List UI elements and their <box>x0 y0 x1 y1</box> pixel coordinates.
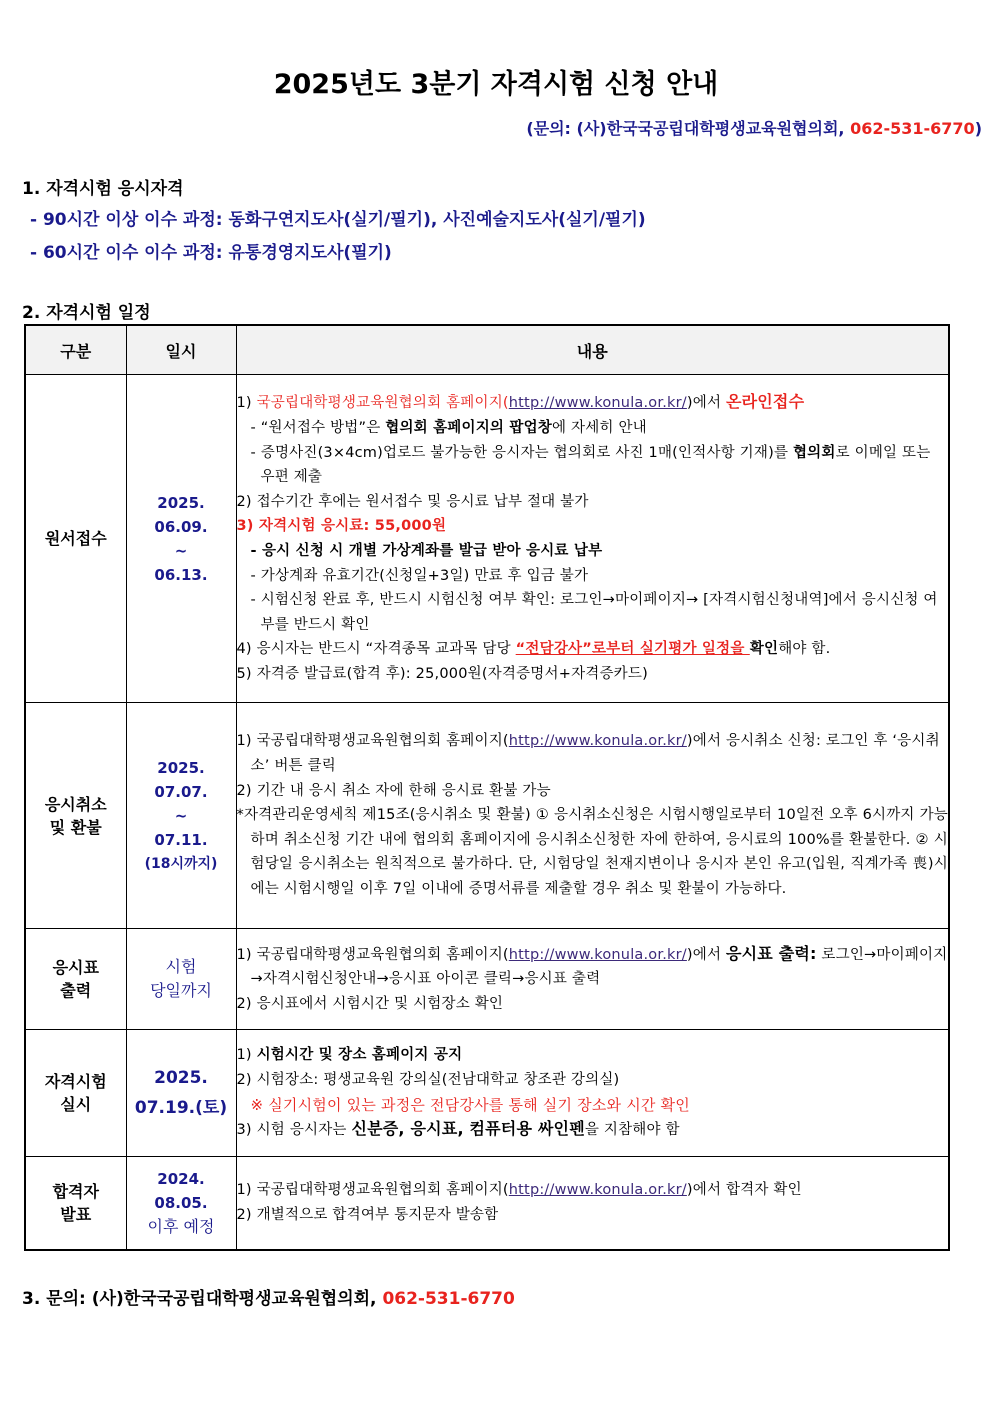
table-row-exam <box>25 1030 949 1157</box>
content-cell <box>236 1157 949 1250</box>
section-2-heading: 2. 자격시험 일정 <box>22 303 151 323</box>
content-line: - 증명사진(3×4cm)업로드 불가능한 응시자는 협의회로 사진 1매(인적사항 기재)를 협의회로 이메일 또는 우편 제출 <box>250 444 931 486</box>
content-line: 5) 자격증 발급료(합격 후): 25,000원(자격증명서+자격증카드) <box>236 665 648 682</box>
content-line: 2) 개별적으로 합격여부 통지문자 발송함 <box>236 1206 499 1223</box>
content-cell <box>236 375 949 703</box>
content-line: 2) 응시표에서 시험시간 및 시험장소 확인 <box>236 995 504 1012</box>
category-cell: 원서접수 <box>25 375 126 703</box>
content-cell <box>236 703 949 929</box>
contact-prefix: (문의: (사)한국국공립대학평생교육원협의회, <box>526 119 851 138</box>
section-3-prefix: 3. 문의: (사)한국국공립대학평생교육원협의회, <box>22 1289 383 1309</box>
page-title: 2025년도 3분기 자격시험 신청 안내 <box>273 69 719 100</box>
header-category: 구분 <box>25 325 126 375</box>
homepage-link[interactable]: http://www.konula.or.kr/ <box>508 1182 687 1199</box>
content-line: ※ 실기시험이 있는 과정은 전담강사를 통해 실기 장소와 시간 확인 <box>250 1095 690 1114</box>
homepage-link[interactable]: http://www.konula.or.kr/ <box>508 733 687 750</box>
content-line: 2) 시험장소: 평생교육원 강의실(전남대학교 창조관 강의실) <box>236 1071 620 1088</box>
contact-suffix: ) <box>974 119 982 138</box>
content-line: *자격관리운영세칙 제15조(응시취소 및 환불) ① 응시취소신청은 시험시행일로부터 10일전 오후 6시까지 가능하며 취소신청 기간 내에 협의회 홈페이지에 응시취소신청한 자에 한하여, 응시료의 100%를 환불한다. ② 시험당일 응시취소는 원칙적으로 불가하다. 단, 시험당일 천재지변이나 응시자 본인 유고(입원, 직계가족 喪)시에는 시험시행일 이후 7일 이내에 증명서류를 제출할 경우 취소 및 환불이 가능하다. <box>236 807 948 897</box>
content-line: 3) 자격시험 응시료: 55,000원 <box>236 518 447 535</box>
table-row-ticket <box>25 929 949 1030</box>
content-line: 1) 국공립대학평생교육원협의회 홈페이지(http://www.konula.or.kr/)에서 응시취소 신청: 로그인 후 ‘응시취소’ 버튼 클릭 <box>236 733 940 775</box>
date-cell: 2025. 07.19.(토) <box>126 1030 236 1157</box>
table-row-results <box>25 1157 949 1250</box>
homepage-link[interactable]: http://www.konula.or.kr/ <box>508 395 687 412</box>
content-line: 1) 국공립대학평생교육원협의회 홈페이지(http://www.konula.or.kr/)에서 응시표 출력: 로그인→마이페이지→자격시험신청안내→응시표 아이콘 클릭→응시표 출력 <box>236 943 948 988</box>
content-line: - “원서접수 방법”은 협의회 홈페이지의 팝업창에 자세히 안내 <box>250 420 647 437</box>
content-cell <box>236 1030 949 1157</box>
contact-line <box>526 116 982 139</box>
schedule-table <box>24 324 950 1251</box>
section-1-heading: 1. 자격시험 응시자격 <box>22 179 184 199</box>
content-line: 1) 시험시간 및 장소 홈페이지 공지 <box>236 1047 463 1064</box>
content-line: - 응시 신청 시 개별 가상계좌를 발급 받아 응시료 납부 <box>250 543 603 559</box>
category-cell: 응시표 출력 <box>25 929 126 1030</box>
contact-phone: 062-531-6770 <box>850 119 975 138</box>
table-row-application <box>25 375 949 703</box>
content-line: - 시험신청 완료 후, 반드시 시험신청 여부 확인: 로그인→마이페이지→ [자격시험신청내역]에서 응시신청 여부를 반드시 확인 <box>250 592 938 633</box>
eligibility-item-90h: - 90시간 이상 이수 과정: 동화구연지도사(실기/필기), 사진예술지도사(실기/필기) <box>30 210 646 230</box>
section-3-phone: 062-531-6770 <box>382 1289 515 1309</box>
date-cell: 2025. 07.07. ~ 07.11. (18시까지) <box>126 703 236 929</box>
table-header-row <box>25 325 949 375</box>
homepage-link[interactable]: http://www.konula.or.kr/ <box>508 946 687 963</box>
category-cell: 응시취소 및 환불 <box>25 703 126 929</box>
content-line: 4) 응시자는 반드시 “자격종목 교과목 담당 “전담강사”로부터 실기평가 일정을 확인해야 함. <box>236 641 831 658</box>
eligibility-item-60h: - 60시간 이수 이수 과정: 유통경영지도사(필기) <box>30 243 392 263</box>
date-cell: 시험 당일까지 <box>126 929 236 1030</box>
category-cell: 합격자 발표 <box>25 1157 126 1250</box>
content-line: 1) 국공립대학평생교육원협의회 홈페이지(http://www.konula.or.kr/)에서 온라인접수 <box>236 392 805 412</box>
date-cell: 2025. 06.09. ~ 06.13. <box>126 375 236 703</box>
date-cell: 2024. 08.05. 이후 예정 <box>126 1157 236 1250</box>
content-line: 3) 시험 응시자는 신분증, 응시표, 컴퓨터용 싸인펜을 지참해야 함 <box>236 1119 680 1139</box>
content-line: 1) 국공립대학평생교육원협의회 홈페이지(http://www.konula.or.kr/)에서 합격자 확인 <box>236 1182 802 1199</box>
content-cell <box>236 929 949 1030</box>
content-line: 2) 접수기간 후에는 원서접수 및 응시료 납부 절대 불가 <box>236 493 589 510</box>
section-3-contact <box>22 1284 515 1309</box>
header-content: 내용 <box>236 325 949 375</box>
category-cell: 자격시험 실시 <box>25 1030 126 1157</box>
header-date: 일시 <box>126 325 236 375</box>
content-line: 2) 기간 내 응시 취소 자에 한해 응시료 환불 가능 <box>236 782 551 799</box>
table-row-cancellation <box>25 703 949 929</box>
content-line: - 가상계좌 유효기간(신청일+3일) 만료 후 입금 불가 <box>250 567 589 584</box>
